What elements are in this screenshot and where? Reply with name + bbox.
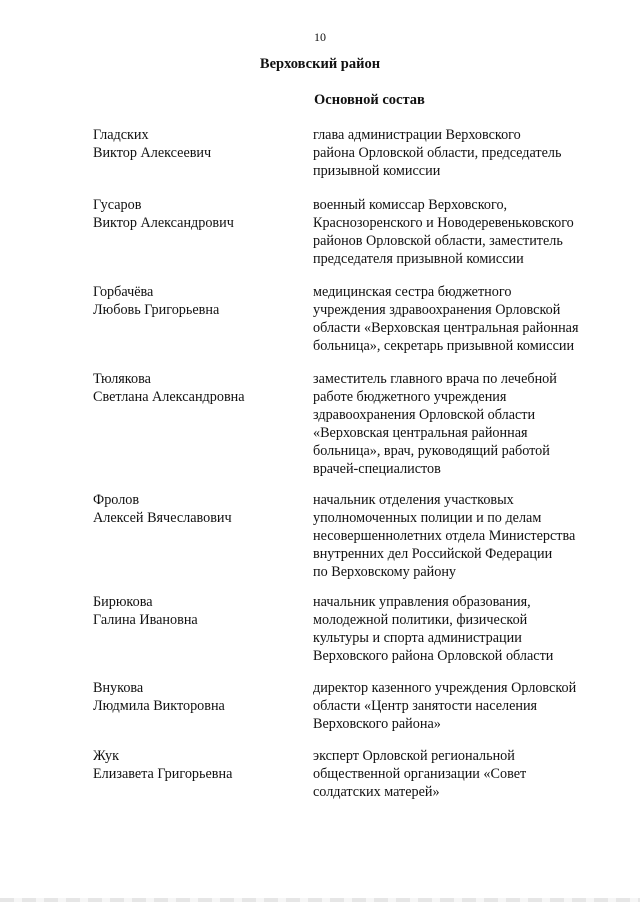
member-role-line: Верховского района Орловской области bbox=[313, 648, 554, 664]
member-surname: Гладских bbox=[93, 127, 149, 143]
member-given-names: Любовь Григорьевна bbox=[93, 302, 220, 318]
member-role-line: области «Центр занятости населения bbox=[313, 698, 538, 714]
member-role-line: директор казенного учреждения Орловской bbox=[313, 680, 577, 696]
member-surname: Фролов bbox=[93, 492, 140, 508]
member-role bbox=[313, 491, 613, 581]
member-name bbox=[93, 679, 293, 715]
member-role-line: районов Орловской области, заместитель bbox=[313, 233, 563, 249]
member-role-line: больница», врач, руководящий работой bbox=[313, 443, 550, 459]
member-role-line: области «Верховская центральная районная bbox=[313, 320, 579, 336]
member-name bbox=[93, 283, 293, 319]
member-role-line: Краснозоренского и Новодеревеньковского bbox=[313, 215, 574, 231]
member-role-line: молодежной политики, физической bbox=[313, 612, 528, 628]
member-role-line: призывной комиссии bbox=[313, 163, 441, 179]
member-role-line: «Верховская центральная районная bbox=[313, 425, 528, 441]
scan-edge-artifact bbox=[0, 898, 640, 902]
member-role-line: глава администрации Верховского bbox=[313, 127, 521, 143]
member-name bbox=[93, 196, 293, 232]
member-role-line: медицинская сестра бюджетного bbox=[313, 284, 512, 300]
member-role-line: больница», секретарь призывной комиссии bbox=[313, 338, 575, 354]
page-number: 10 bbox=[314, 30, 326, 44]
member-role-line: солдатских матерей» bbox=[313, 784, 440, 800]
member-role-line: эксперт Орловской региональной bbox=[313, 748, 515, 764]
member-name bbox=[93, 593, 293, 629]
member-role-line: Верховского района» bbox=[313, 716, 441, 732]
member-role-line: несовершеннолетних отдела Министерства bbox=[313, 528, 576, 544]
member-role-line: военный комиссар Верховского, bbox=[313, 197, 508, 213]
member-given-names: Галина Ивановна bbox=[93, 612, 198, 628]
member-surname: Тюлякова bbox=[93, 371, 151, 387]
member-given-names: Светлана Александровна bbox=[93, 389, 245, 405]
section-title: Основной состав bbox=[314, 92, 425, 108]
member-surname: Горбачёва bbox=[93, 284, 154, 300]
member-name bbox=[93, 370, 293, 406]
member-role bbox=[313, 747, 613, 801]
member-surname: Гусаров bbox=[93, 197, 142, 213]
member-name bbox=[93, 126, 293, 162]
member-role-line: работе бюджетного учреждения bbox=[313, 389, 507, 405]
member-role-line: района Орловской области, председатель bbox=[313, 145, 562, 161]
member-role-line: культуры и спорта администрации bbox=[313, 630, 522, 646]
member-role-line: уполномоченных полиции и по делам bbox=[313, 510, 542, 526]
member-name bbox=[93, 491, 293, 527]
member-surname: Внукова bbox=[93, 680, 144, 696]
member-given-names: Алексей Вячеславович bbox=[93, 510, 232, 526]
member-role-line: здравоохранения Орловской области bbox=[313, 407, 536, 423]
member-role-line: начальник управления образования, bbox=[313, 594, 531, 610]
member-surname: Бирюкова bbox=[93, 594, 153, 610]
member-role bbox=[313, 283, 613, 355]
member-role-line: общественной организации «Совет bbox=[313, 766, 527, 782]
member-role-line: учреждения здравоохранения Орловской bbox=[313, 302, 561, 318]
member-role bbox=[313, 196, 613, 268]
district-title: Верховский район bbox=[259, 56, 381, 72]
member-role bbox=[313, 126, 613, 180]
member-role-line: председателя призывной комиссии bbox=[313, 251, 524, 267]
member-role-line: врачей-специалистов bbox=[313, 461, 441, 477]
member-role-line: по Верховскому району bbox=[313, 564, 457, 580]
member-role-line: внутренних дел Российской Федерации bbox=[313, 546, 553, 562]
member-role bbox=[313, 593, 613, 665]
member-given-names: Виктор Алексеевич bbox=[93, 145, 212, 161]
member-given-names: Елизавета Григорьевна bbox=[93, 766, 233, 782]
member-role-line: начальник отделения участковых bbox=[313, 492, 514, 508]
member-given-names: Виктор Александрович bbox=[93, 215, 234, 231]
member-name bbox=[93, 747, 293, 783]
member-given-names: Людмила Викторовна bbox=[93, 698, 225, 714]
member-role-line: заместитель главного врача по лечебной bbox=[313, 371, 557, 387]
member-surname: Жук bbox=[93, 748, 120, 764]
member-role bbox=[313, 370, 613, 478]
member-role bbox=[313, 679, 613, 733]
